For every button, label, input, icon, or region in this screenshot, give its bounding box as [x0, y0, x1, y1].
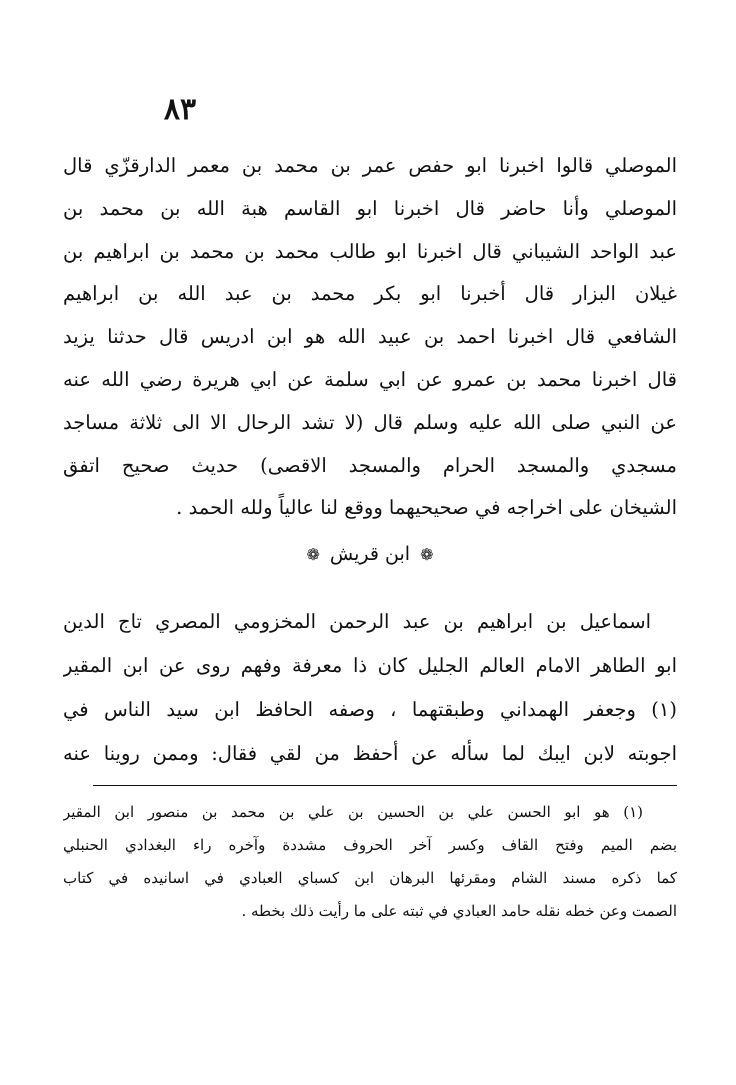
text-line: ابو الطاهر الامام العالم الجليل كان ذا معرفة وفهم روى عن ابن المقير [63, 654, 677, 677]
text-line: عن النبي صلى الله عليه وسلم قال (لا تشد الرحال الا الى ثلاثة مساجد [63, 410, 677, 434]
text-line: مسجدي والمسجد الحرام والمسجد الاقصى) حديث صحيح اتفق [63, 453, 677, 477]
footnote-line: كما ذكره مسند الشام ومقرئها البرهان ابن كسباي العبادي في اسانيده في كتاب [63, 869, 677, 887]
main-text-block [63, 145, 677, 530]
text-line: اجوبته لابن ايبك لما سأله عن أحفظ من لقي فقال: وممن روينا عنه [63, 742, 677, 765]
section-text-block [63, 600, 677, 776]
text-line: الشيخان على اخراجه في صحيحيهما ووقع لنا عالياً ولله الحمد . [176, 496, 677, 520]
ornament-left-icon: ❁ [306, 545, 320, 564]
text-line: (١) وجعفر الهمداني وطبقتهما ، وصفه الحافظ ابن سيد الناس في [63, 698, 677, 721]
footnote-divider [93, 785, 677, 786]
ornament-right-icon: ❁ [420, 545, 434, 564]
footnote-line: بضم الميم وفتح القاف وكسر آخر الحروف مشددة وآخره راء البغدادي الحنبلي [63, 836, 677, 854]
text-line: اسماعيل بن ابراهيم بن عبد الرحمن المخزومي المصري تاج الدين [63, 610, 651, 633]
text-line: الموصلي قالوا اخبرنا ابو حفص عمر بن محمد بن معمر الدارقزّي قال [63, 154, 677, 177]
footnote-line: الصمت وعن خطه نقله حامد العبادي في ثبته على ما رأيت ذلك بخطه . [241, 902, 677, 920]
text-line: الموصلي وأنا حاضر قال اخبرنا ابو القاسم هبة الله بن محمد بن [63, 196, 677, 220]
text-line: قال اخبرنا محمد بن عمرو عن ابي سلمة عن ابي هريرة رضي الله عنه [63, 367, 677, 391]
page-number: ٨٣ [163, 92, 197, 127]
footnote-line: (١) هو ابو الحسن علي بن الحسين بن علي بن محمد بن منصور ابن المقير [63, 803, 643, 821]
section-heading [63, 532, 677, 576]
text-line: الشافعي قال اخبرنا احمد بن عبيد الله هو ابن ادريس قال حدثنا يزيد [63, 325, 677, 349]
footnote-block [63, 796, 677, 928]
text-line: غيلان البزار قال أخبرنا ابو بكر محمد بن عبد الله بن ابراهيم [63, 282, 677, 306]
text-line: عبد الواحد الشيباني قال اخبرنا ابو طالب محمد بن محمد بن ابراهيم بن [63, 239, 677, 263]
section-heading-text: ابن قريش [329, 543, 411, 565]
